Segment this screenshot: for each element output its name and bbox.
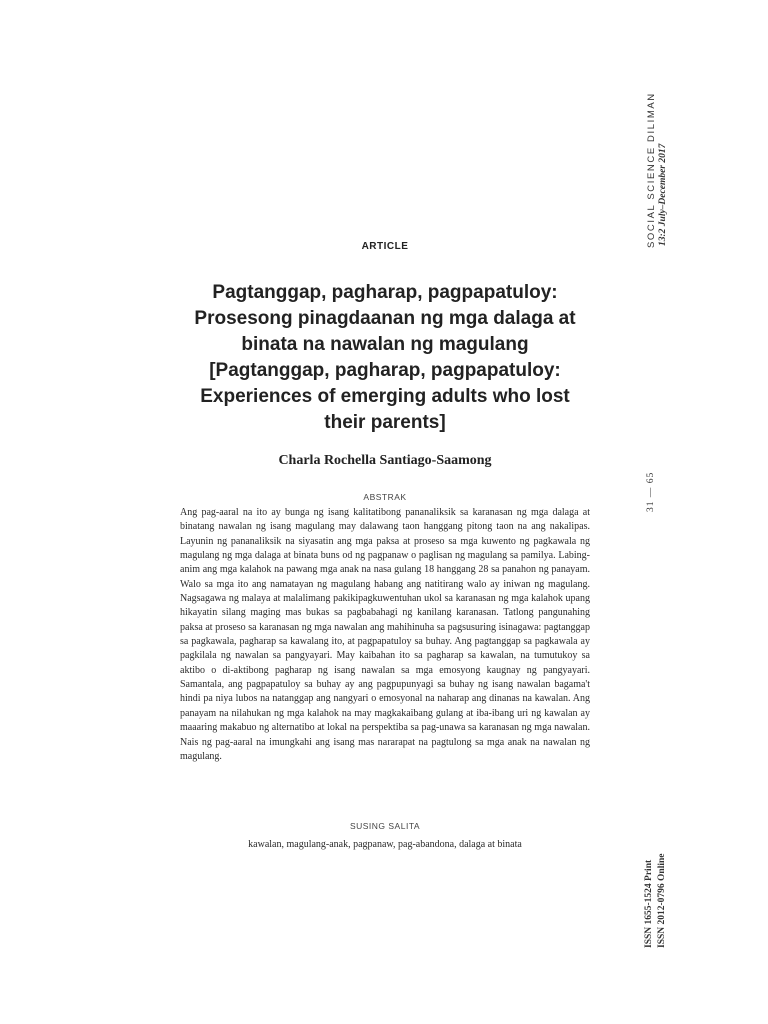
issn-online: ISSN 2012-0796 Online xyxy=(657,853,667,948)
journal-name: SOCIAL SCIENCE DILIMAN xyxy=(646,92,657,248)
abstract-heading: ABSTRAK xyxy=(363,492,407,502)
abstract-text: Ang pag-aaral na ito ay bunga ng isang kalitatibong pananaliksik sa karanasan ng mga dalaga at binatang nawalan ng isang magulang may dalawang taon hanggang pitong taon na ang nakalipas. Layunin ng pananaliksik na siyasatin ang mga paksa at proseso sa mga kuwento ng pagkawala ng magulang ng mga dalaga at binata buns od ng pagpanaw o paglisan ng magulang sa pamilya. Labing-anim ang mga kalahok na pawang mga anak na nasa gulang 18 hanggang 28 sa panahon ng panayam. Walo sa mga ito ang namatayan ng magulang habang ang natitirang walo ay iniwan ng magulang. Nagsagawa ng malaya at malalimang pakikipagkuwentuhan ukol sa karanasan ng mga kalahok upang hikayatin silang maging mas bukas sa pagbabahagi ng kanilang karanasan. Tatlong pangunahing paksa at proseso sa karanasan ng mga nawalan ang mahihinuha sa pagsusuring isinagawa: pagtanggap sa pagkawala, pagharap sa kawalang ito, at pagpapatuloy sa buhay. Ang pagtanggap sa pagkawala ay pagkilala ng nawalan sa pangyayari. May kaibahan ito sa pagharap sa kawalan, na tumutukoy sa aktibo o di-aktibong pagharap ng isang nawalan sa mga emosyong kaugnay ng pangyayari. Samantala, ang pagpapatuloy sa buhay ay ang pagpupunyagi sa buhay ng isang nawalan bagama't hindi pa niya lubos na natanggap ang nangyari o emosyonal na naharap ang dinanas na kawalan. Ang panayam na nilahukan ng mga kalahok na may magkakaibang gulang at iba-ibang uri ng kawalan ay maaaring makabuo ng alternatibo at lokal na perspektiba sa pag-unawa sa karanasan ng mga nawalan. Nais ng pag-aaral na imungkahi ang isang mas nararapat na pagtulong sa mga anak na nawalan ng magulang. xyxy=(180,507,590,762)
keywords-heading: SUSING SALITA xyxy=(349,821,421,831)
issn-print: ISSN 1655-1524 Print xyxy=(644,859,654,948)
keywords-text: kawalan, magulang-anak, pagpanaw, pag-abandona, dalaga at binata xyxy=(248,839,522,850)
page-range: 31 — 65 xyxy=(646,471,656,512)
article-label: ARTICLE xyxy=(361,241,409,252)
author-name: Charla Rochella Santiago-Saamong xyxy=(278,453,492,468)
issue-info: 13:2 July–December 2017 xyxy=(658,143,668,246)
article-title: Pagtanggap, pagharap, pagpapatuloy: Prosesong pinagdaanan ng mga dalaga at binata na nawalan ng magulang [Pagtanggap, pagharap, pagpapatuloy: Experiences of emerging adults who lost their parents] xyxy=(194,282,576,433)
